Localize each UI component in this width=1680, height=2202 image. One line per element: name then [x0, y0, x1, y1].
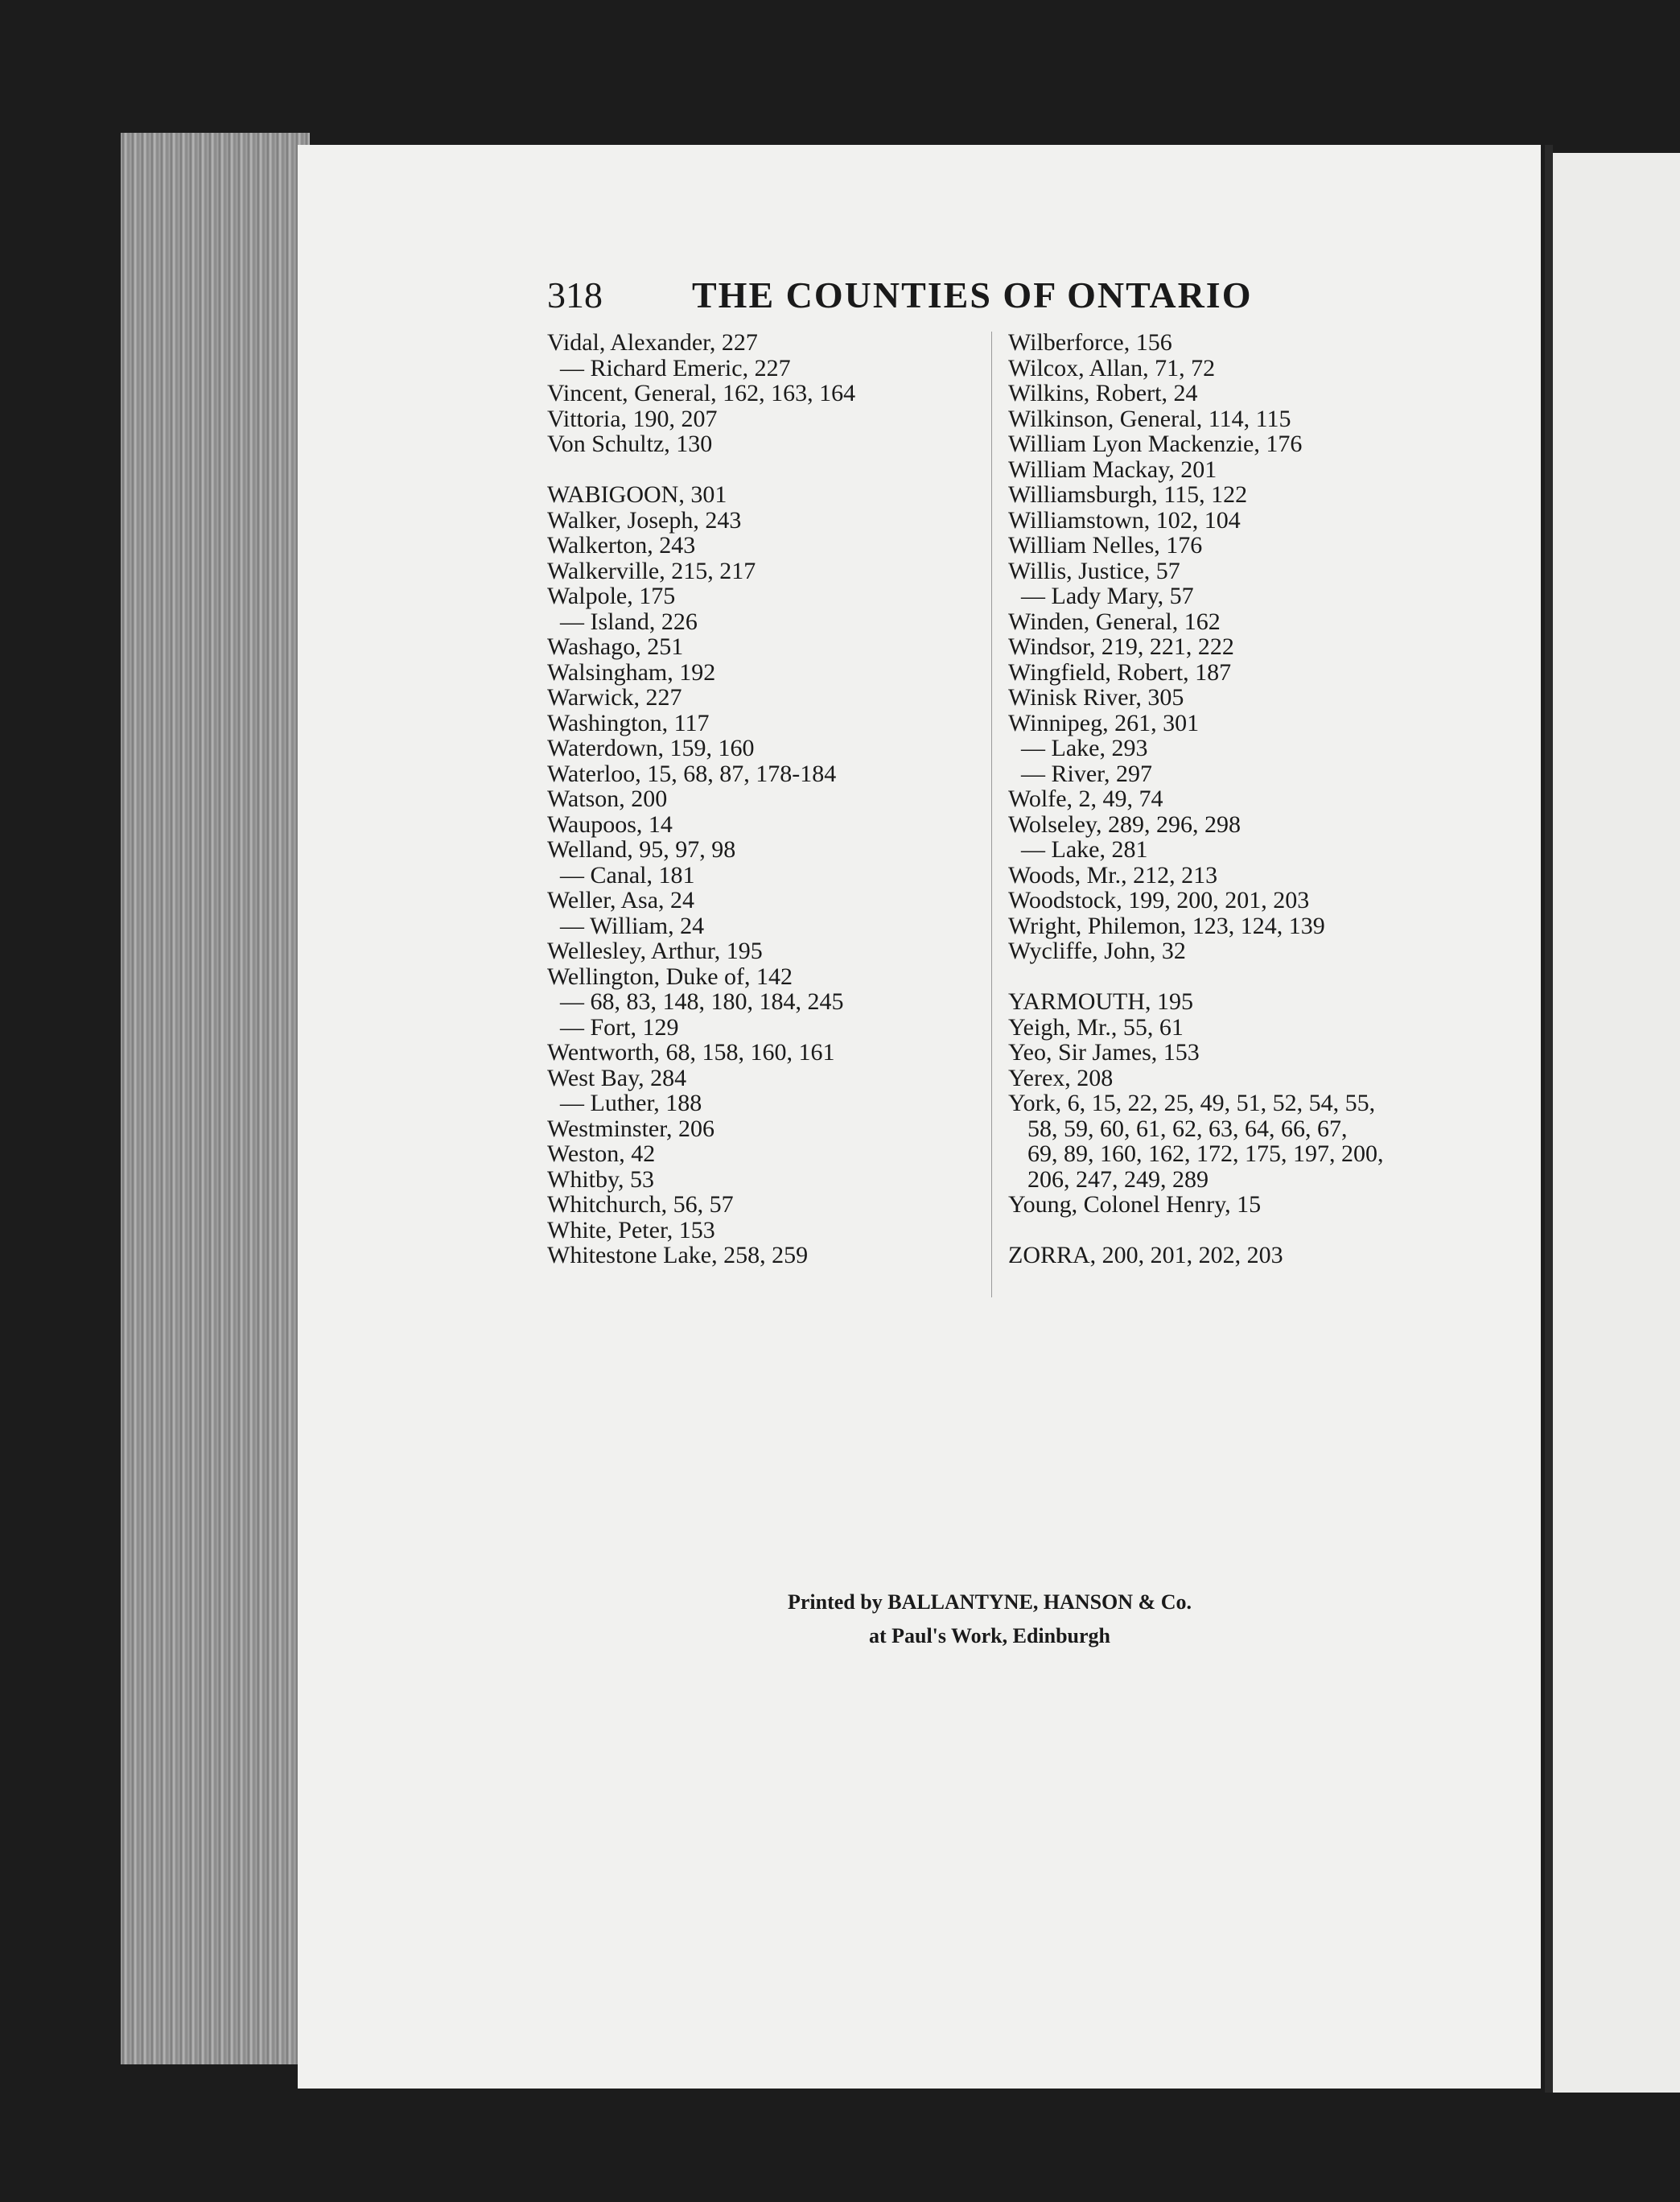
index-entry: York, 6, 15, 22, 25, 49, 51, 52, 54, 55,	[1008, 1090, 1376, 1116]
index-entry: Yeigh, Mr., 55, 61	[1008, 1013, 1184, 1041]
index-entry: Wright, Philemon, 123, 124, 139	[1008, 912, 1325, 939]
index-entry: 206, 247, 249, 289	[1027, 1165, 1209, 1193]
page-number: 318	[547, 274, 603, 315]
index-entry: — Lake, 293	[1021, 735, 1148, 761]
index-entry: Walkerton, 243	[547, 532, 696, 559]
index-entry: William Lyon Mackenzie, 176	[1008, 431, 1303, 457]
index-entry: Whitchurch, 56, 57	[547, 1191, 734, 1218]
index-entry: — Richard Emeric, 227	[560, 354, 791, 381]
index-entry: Welland, 95, 97, 98	[547, 836, 736, 863]
imprint-line-2: at Paul's Work, Edinburgh	[868, 1624, 1111, 1647]
index-entry: WABIGOON, 301	[547, 481, 727, 508]
index-entry: Willis, Justice, 57	[1008, 557, 1180, 584]
index-entry: Von Schultz, 130	[547, 431, 713, 457]
running-head	[547, 274, 1287, 322]
facing-page	[1553, 153, 1680, 2093]
index-gap	[547, 457, 998, 483]
index-entry: — Island, 226	[560, 608, 698, 635]
index-entry: 69, 89, 160, 162, 172, 175, 197, 200,	[1027, 1140, 1384, 1167]
index-entry: — Luther, 188	[560, 1090, 702, 1116]
index-entry: Winden, General, 162	[1008, 608, 1221, 635]
book-title: THE COUNTIES OF ONTARIO	[692, 274, 1253, 315]
index-entry: Washago, 251	[547, 633, 684, 660]
index-entry: Weller, Asa, 24	[547, 887, 695, 913]
index-entry: Vincent, General, 162, 163, 164	[547, 380, 856, 406]
index-entry: Wycliffe, John, 32	[1008, 938, 1186, 964]
gutter	[1545, 145, 1553, 2093]
index-entry: Windsor, 219, 221, 222	[1008, 633, 1234, 660]
index-gap	[1008, 1218, 1459, 1243]
index-entry: Vidal, Alexander, 227	[547, 329, 758, 356]
index-entry: ZORRA, 200, 201, 202, 203	[1008, 1242, 1283, 1268]
index-entry: — Lady Mary, 57	[1021, 583, 1194, 609]
index-entry: YARMOUTH, 195	[1008, 988, 1194, 1015]
index-entry: Warwick, 227	[547, 684, 682, 711]
index-entry: Waterdown, 159, 160	[547, 735, 755, 761]
index-entry: Waterloo, 15, 68, 87, 178-184	[547, 760, 837, 787]
index-entry: — Canal, 181	[560, 861, 695, 889]
index-entry: Walpole, 175	[547, 583, 676, 609]
index-entry: Walkerville, 215, 217	[547, 557, 756, 584]
index-entry: Washington, 117	[547, 709, 710, 736]
index-entry: Wentworth, 68, 158, 160, 161	[547, 1039, 835, 1066]
index-entry: — Fort, 129	[560, 1013, 679, 1041]
index-entry: Waupoos, 14	[547, 810, 673, 838]
index-entry: Walsingham, 192	[547, 658, 716, 686]
index-entry: Wingfield, Robert, 187	[1008, 658, 1232, 686]
column-divider	[991, 332, 992, 1297]
index-entry: William Nelles, 176	[1008, 532, 1203, 559]
index-column-right	[1008, 330, 1459, 1268]
index-entry: Whitby, 53	[547, 1165, 655, 1193]
index-entry: Young, Colonel Henry, 15	[1008, 1191, 1262, 1218]
index-entry: Vittoria, 190, 207	[547, 405, 718, 432]
index-entry: Winnipeg, 261, 301	[1008, 709, 1200, 736]
index-entry: Yeo, Sir James, 153	[1008, 1039, 1200, 1066]
index-entry: Wellington, Duke of, 142	[547, 963, 793, 990]
index-entry: Wolfe, 2, 49, 74	[1008, 786, 1163, 812]
index-entry: Woodstock, 199, 200, 201, 203	[1008, 887, 1310, 913]
index-entry: Wilkinson, General, 114, 115	[1008, 405, 1291, 432]
index-entry: White, Peter, 153	[547, 1216, 715, 1243]
index-entry: Williamsburgh, 115, 122	[1008, 481, 1248, 508]
index-entry: Wellesley, Arthur, 195	[547, 938, 763, 964]
printer-imprint	[692, 1586, 1287, 1653]
index-entry: Westminster, 206	[547, 1115, 715, 1142]
index-entry: Wilcox, Allan, 71, 72	[1008, 354, 1216, 381]
index-entry: 58, 59, 60, 61, 62, 63, 64, 66, 67,	[1027, 1115, 1348, 1142]
index-entry: Weston, 42	[547, 1140, 656, 1167]
index-entry: — 68, 83, 148, 180, 184, 245	[560, 988, 844, 1015]
index-entry: — River, 297	[1021, 760, 1152, 787]
index-entry: Woods, Mr., 212, 213	[1008, 861, 1218, 889]
imprint-line-1: Printed by BALLANTYNE, HANSON & Co.	[788, 1590, 1192, 1614]
index-entry: Wilkins, Robert, 24	[1008, 380, 1198, 406]
index-entry: West Bay, 284	[547, 1064, 687, 1091]
index-entry: Winisk River, 305	[1008, 684, 1184, 711]
index-column-left	[547, 330, 998, 1268]
index-entry: Whitestone Lake, 258, 259	[547, 1242, 809, 1268]
index-entry: Yerex, 208	[1008, 1064, 1114, 1091]
index-gap	[1008, 964, 1459, 990]
index-entry: Williamstown, 102, 104	[1008, 506, 1241, 534]
index-entry: Walker, Joseph, 243	[547, 506, 742, 534]
index-entry: — William, 24	[560, 912, 705, 939]
index-entry: William Mackay, 201	[1008, 456, 1217, 483]
index-entry: Wolseley, 289, 296, 298	[1008, 810, 1241, 838]
index-entry: Watson, 200	[547, 786, 668, 812]
page-edges	[121, 133, 310, 2064]
index-entry: — Lake, 281	[1021, 836, 1148, 863]
index-entry: Wilberforce, 156	[1008, 329, 1172, 356]
